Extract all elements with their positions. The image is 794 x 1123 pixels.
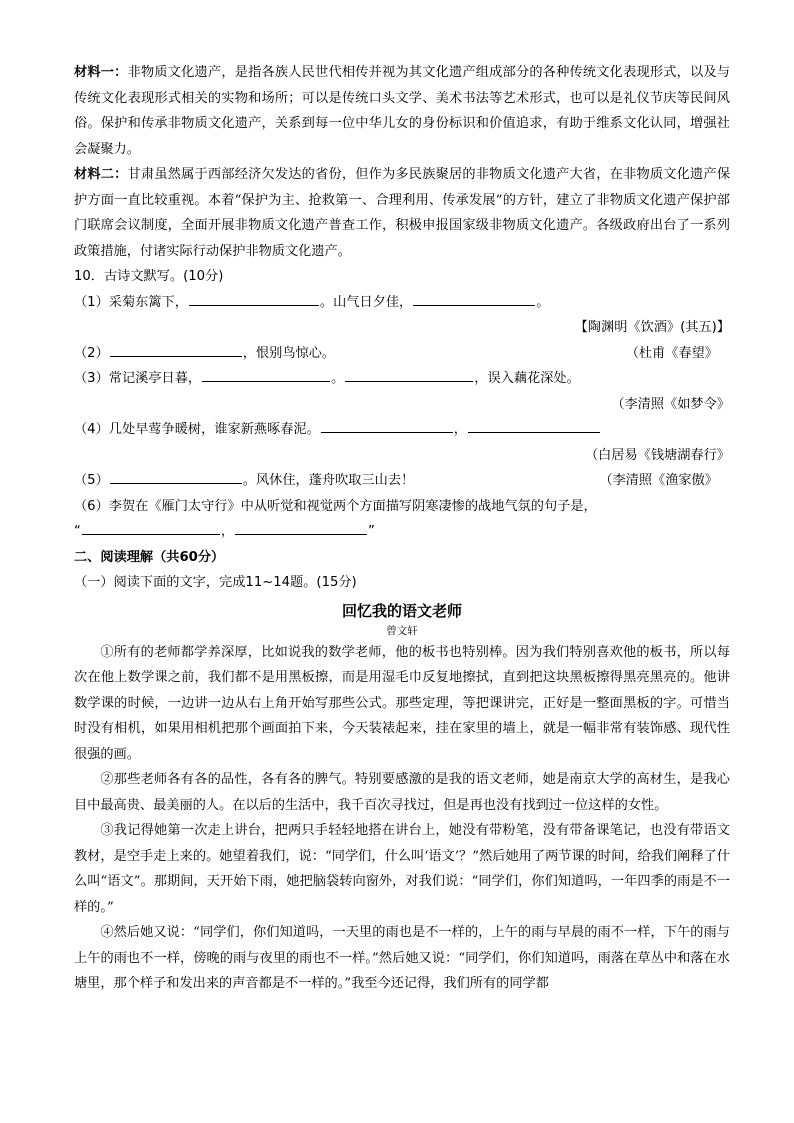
q10-item-5 (74, 468, 730, 494)
q10-item-5-source: （李清照《渔家傲》 (599, 473, 718, 488)
material-1-label: 材料一： (74, 65, 128, 80)
q10-item-6-close-quote: ” (368, 524, 375, 539)
answer-blank-2[interactable] (413, 291, 535, 306)
answer-blank-8[interactable] (110, 469, 242, 484)
q10-item-6-comma: ， (220, 524, 235, 539)
q10-item-5-text-a: （5） (74, 473, 109, 488)
q10-item-3-text-a: （3）常记溪亭日暮， (74, 371, 202, 386)
q10-item-1-source: 【陶渊明《饮酒》(其五)】 (574, 320, 730, 335)
q10-item-1 (74, 290, 730, 316)
q10-item-2-source: （杜甫《春望》 (625, 345, 718, 361)
q10-item-4-text-b: ， (453, 422, 467, 437)
q10-item-3-text-c: ，误入藕花深处。 (474, 371, 580, 386)
answer-blank-9[interactable] (82, 520, 220, 535)
q10-item-4-text-a: （4）几处早莺争暖树，谁家新燕啄春泥。 (74, 422, 320, 437)
article-paragraph-4: ④然后她又说：“同学们，你们知道吗，一天里的雨也是不一样的，上午的雨与早晨的雨不一样，下午的雨与上午的雨也不一样，傍晚的雨与夜里的雨也不一样。”然后她又说：“同学们，你们知道吗，雨落在草丛中和落在水塘里，那个样子和发出来的声音都是不一样的。”我至今还记得，我们所有的同学都 (74, 925, 730, 991)
article-paragraph-3: ③我记得她第一次走上讲台，把两只手轻轻地搭在讲台上，她没有带粉笔，没有带备课笔记，也没有带语文教材，是空手走上来的。她望着我们，说：“同学们，什么叫‘语文’？”然后她用了两节课的时间，给我们阐释了什么叫“语文”。那期间，天开始下雨，她把脑袋转向窗外，对我们说：“同学们，你们知道吗，一年四季的雨是不一样的。” (74, 823, 730, 915)
q10-item-3-source: （李清照《如梦令》 (611, 396, 730, 412)
reading-1-instruction: （一）阅读下面的文字，完成11~14题。(15分) (74, 575, 357, 590)
material-1 (74, 60, 730, 162)
article-paragraph-1: ①所有的老师都学养深厚，比如说我的数学老师，他的板书也特别棒。因为我们特别喜欢他的板书，所以每次在他上数学课之前，我们都不是用黑板擦，而是用湿毛巾反复地擦拭，直到把这块黑板擦得黑亮黑亮的。他讲数学课的时候，一边讲一边从右上角开始写那些公式。那些定理，等把课讲完，正好是一整面黑板的字。可惜当时没有相机，如果用相机把那个画面拍下来，今天装裱起来，挂在家里的墙上，就是一幅非常有装饰感、现代性很强的画。 (74, 644, 730, 762)
material-2-text: 甘肃虽然属于西部经济欠发达的省份，但作为多民族聚居的非物质文化遗产大省，在非物质文化遗产保护方面一直比较重视。本着“保护为主、抢救第一、合理利用、传承发展”的方针，建立了非物质文化遗产保护部门联席会议制度，全面开展非物质文化遗产普查工作，积极申报国家级非物质文化遗产。各级政府出台了一系列政策措施，付诸实际行动保护非物质文化遗产。 (74, 167, 731, 259)
q10-item-2-text-b: ，恨别鸟惊心。 (242, 345, 336, 361)
q10-item-3 (74, 366, 730, 392)
q10-item-1-text-c: 。 (536, 294, 550, 310)
section-2-heading: 二、阅读理解（共60分） (74, 549, 225, 565)
question-10-heading: 10．古诗文默写。(10分) (74, 269, 224, 284)
q10-item-1-text-b: 。山气日夕佳， (319, 294, 413, 310)
answer-blank-7[interactable] (468, 418, 600, 433)
answer-blank-1[interactable] (189, 291, 319, 306)
q10-item-4-source: （白居易《钱塘湖春行》 (584, 447, 730, 463)
answer-blank-5[interactable] (345, 367, 473, 382)
q10-item-2-text-a: （2） (74, 345, 109, 361)
q10-item-1-text-a: （1）采菊东篱下， (74, 294, 188, 310)
q10-item-6-open-quote: “ (74, 524, 81, 539)
article-author: 曾文轩 (386, 624, 418, 637)
answer-blank-10[interactable] (235, 520, 367, 535)
article-paragraph-2: ②那些老师各有各的品性，各有各的脾气。特别要感激的是我的语文老师，她是南京大学的高材生，是我心目中最高贵、最美丽的人。在以后的生活中，我千百次寻找过，但是再也没有找到过一位这样的女性。 (74, 772, 730, 813)
q10-item-4 (74, 417, 730, 443)
q10-item-6: （6）李贺在《雁门太守行》中从听觉和视觉两个方面描写阴寒凄惨的战地气氛的句子是， (74, 498, 597, 514)
material-1-text: 非物质文化遗产，是指各族人民世代相传并视为其文化遗产组成部分的各种传统文化表现形式，以及与传统文化表现形式相关的实物和场所；可以是传统口头文学、美术书法等艺术形式，也可以是礼仪节庆等民间风俗。保护和传承非物质文化遗产，关系到每一位中华儿女的身份标识和价值追求，有助于维系文化认同，增强社会凝聚力。 (74, 65, 731, 157)
material-2-label: 材料二： (74, 167, 128, 182)
answer-blank-4[interactable] (202, 367, 330, 382)
answer-blank-3[interactable] (110, 342, 242, 357)
answer-blank-6[interactable] (321, 418, 453, 433)
material-2 (74, 162, 730, 264)
article-title: 回忆我的语文老师 (341, 601, 462, 620)
q10-item-2 (74, 341, 730, 367)
q10-item-3-text-b: 。 (331, 371, 345, 386)
q10-item-6-answer (74, 519, 730, 545)
exam-page (74, 60, 730, 997)
q10-item-5-text-b: 。风休住，蓬舟吹取三山去！ (242, 473, 415, 488)
